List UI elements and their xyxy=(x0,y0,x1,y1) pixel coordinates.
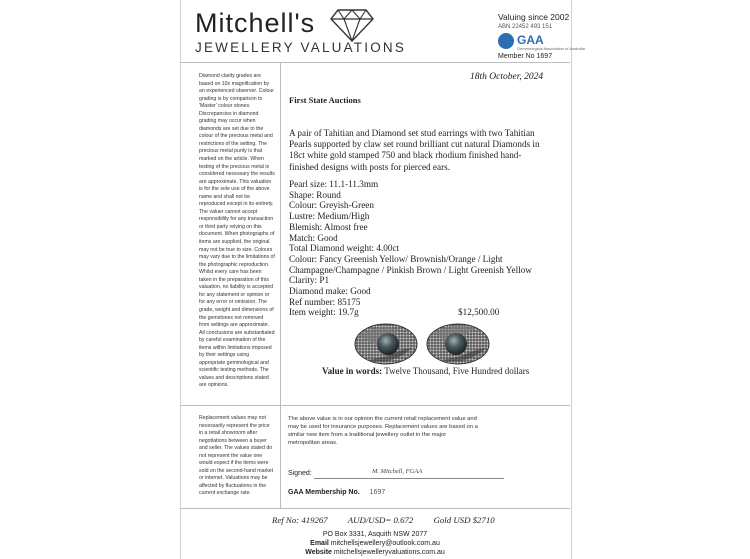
lower-column-divider xyxy=(280,406,281,508)
spec-line: Pearl size: 11.1-11.3mm xyxy=(289,179,379,189)
footer-reference xyxy=(272,515,513,525)
membership xyxy=(288,489,385,496)
abn: ABN 22452 493 151 xyxy=(498,24,553,30)
signed-label: Signed: xyxy=(288,470,312,477)
gaa-label: GAA xyxy=(517,33,544,47)
ref-number: Ref No: 419267 xyxy=(272,515,328,525)
header-divider xyxy=(180,62,570,63)
value-label: Value in words: xyxy=(322,366,383,376)
footer-address xyxy=(180,530,570,557)
gaa-subtext: Gemmological Association of Australia xyxy=(517,46,585,51)
membership-number: 1697 xyxy=(369,489,386,496)
email-label: Email xyxy=(310,540,329,547)
signer-name: M. Mitchell, FGAA xyxy=(372,468,423,475)
value-in-words xyxy=(322,366,529,376)
spec-line: Champagne/Champagne / Pinkish Brown / Light Greenish Yellow xyxy=(289,264,532,275)
website-label: Website xyxy=(305,549,332,556)
document-date: 18th October, 2024 xyxy=(470,72,544,82)
valuing-since: Valuing since 2002 xyxy=(498,12,570,22)
email-line xyxy=(180,539,570,548)
spec-line: Colour: Greyish-Green xyxy=(289,200,374,211)
gold-price: Gold USD $2710 xyxy=(433,515,495,525)
spec-line: Shape: Round xyxy=(289,189,341,200)
po-box: PO Box 3331, Asquith NSW 2077 xyxy=(322,531,428,538)
email-link[interactable]: mitchellsjewellery@outlook.com.au xyxy=(330,540,440,547)
exchange-rate: AUD/USD= 0.672 xyxy=(347,515,414,525)
column-divider xyxy=(280,63,281,405)
section-divider xyxy=(180,405,570,406)
spec-line: Lustre: Medium/High xyxy=(289,211,370,222)
item-weight: Item weight: 19.7g xyxy=(289,307,359,317)
spec-line: Colour: Fancy Greenish Yellow/ Brownish/Orange / Light xyxy=(289,253,503,264)
replacement-statement: The above value is in our opinion the current retail replacement value and may be used for insurance purposes. Replacement values are based on a similar new item from a traditional jewellery outlet in the major metropolitan areas. xyxy=(288,416,478,447)
membership-label: GAA Membership No. xyxy=(288,489,360,496)
footer-divider xyxy=(180,508,570,509)
brand-name: Mitchell's xyxy=(195,8,316,38)
spec-line: Match: Good xyxy=(289,232,338,243)
item-price: $12,500.00 xyxy=(458,307,500,317)
gaa-logo-icon xyxy=(498,33,514,49)
website-line xyxy=(180,548,570,557)
signature-line xyxy=(314,478,504,479)
client-name: First State Auctions xyxy=(289,95,361,105)
item-description: A pair of Tahitian and Diamond set stud earrings with two Tahitian Pearls supported by claw set round brilliant cut natural Diamonds in 18ct white gold stamped 750 and black rhodium finished hand-finished designs with posts for pierced ears. xyxy=(289,128,540,172)
spec-line: Blemish: Almost free xyxy=(289,221,368,232)
spec-line: Clarity: P1 xyxy=(289,275,330,286)
website-link[interactable]: mitchellsjewelleryvaluations.com.au xyxy=(333,549,445,556)
diamond-logo-icon xyxy=(330,8,374,42)
member-number: Member No 1697 xyxy=(498,53,553,60)
item-specs xyxy=(289,179,559,307)
disclaimer-text: Diamond clarity grades are based on 10x magnification by an experienced observer. Colour grading is by comparison to 'Master' colour stones. Discrepancies in diamond grading may occur when diamonds are set due to the colour of the precious metal and restrictions of the setting. The precious metal purity is that marked on the article. When testing of the precious metal is considered necessary the results are approximate. This valuation is for the sole use of the above name and shall not be reproduced except in its entirety. The valuer cannot accept responsibility for any transaction or third party relying on this document. When photographs of items are supplied, the original may not be true to size. Colours may vary due to the limitations of the photographic reproduction. Whilst every care has been taken in the preparation of this valuation, no liability is accepted for any statement or opinion or for any error or omission. The grade, weight and dimensions of the gemstones not removed from settings are approximate. All conclusions are substantiated by careful examination of the items within limitations imposed by their settings using appropriate gemmological and scientific testing methods. The values and descriptions stated are opinions. xyxy=(199,73,275,389)
spec-line: Ref number: 85175 xyxy=(289,296,361,307)
spec-line: Diamond make: Good xyxy=(289,286,371,297)
brand-tagline: JEWELLERY VALUATIONS xyxy=(195,40,407,55)
replacement-notes: Replacement values may not necessarily represent the price in a retail showroom after negotiations between a buyer and seller. The values stated do not represent the value one would expect if the items were sold on the second-hand market or internet. Valuations may be affected by fluctuations in the current exchange rate. xyxy=(199,415,274,497)
spec-line: Total Diamond weight: 4.00ct xyxy=(289,243,400,254)
earrings-photo xyxy=(348,322,498,366)
value-words-text: Twelve Thousand, Five Hundred dollars xyxy=(384,366,530,376)
